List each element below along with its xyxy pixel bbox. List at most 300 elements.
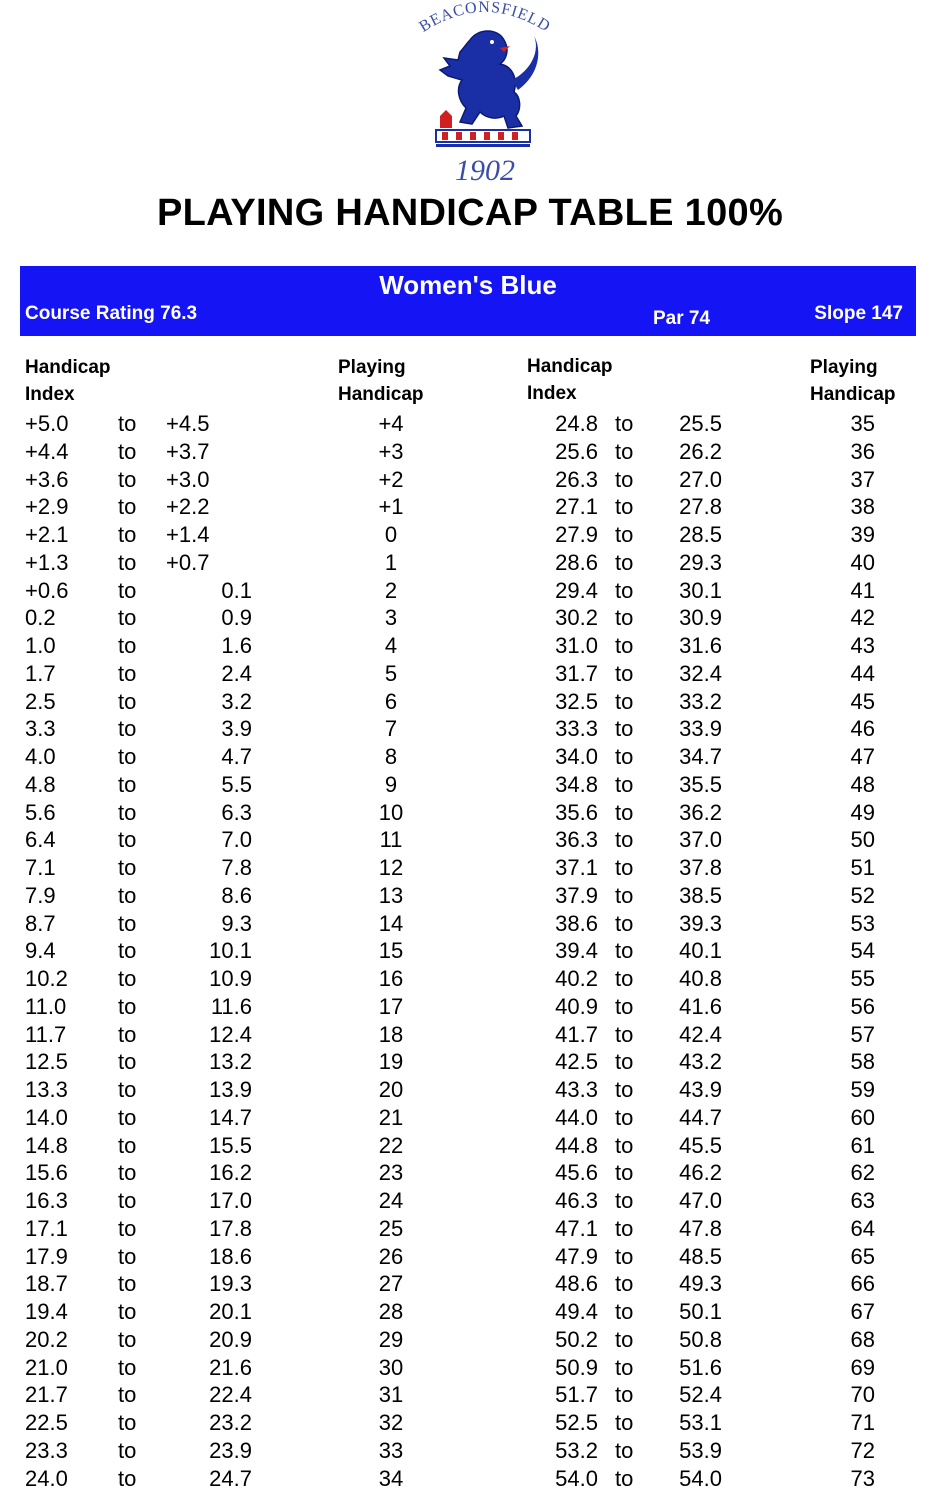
right-playing-handicap: 55 (820, 965, 875, 993)
left-to-label: to (118, 1465, 136, 1492)
right-to-label: to (615, 715, 633, 743)
left-to-label: to (118, 1270, 136, 1298)
right-playing-handicap: 38 (820, 493, 875, 521)
right-index-low: 27.1 (530, 493, 598, 521)
left-playing-handicap: 15 (360, 937, 422, 965)
left-index-high: 13.2 (160, 1048, 252, 1076)
left-index-high: +3.0 (166, 466, 209, 494)
left-playing-handicap: 2 (360, 577, 422, 605)
left-index-low: 24.0 (25, 1465, 68, 1492)
left-playing-handicap: 34 (360, 1465, 422, 1492)
right-playing-handicap: 71 (820, 1409, 875, 1437)
right-playing-handicap: 70 (820, 1381, 875, 1409)
right-index-low: 40.2 (530, 965, 598, 993)
table-row (0, 1021, 940, 1049)
right-to-label: to (615, 1465, 633, 1492)
right-index-high: 38.5 (660, 882, 722, 910)
right-playing-handicap: 48 (820, 771, 875, 799)
left-index-low: +5.0 (25, 410, 68, 438)
left-to-label: to (118, 521, 136, 549)
left-index-high: 14.7 (160, 1104, 252, 1132)
left-to-label: to (118, 1104, 136, 1132)
right-index-low: 50.9 (530, 1354, 598, 1382)
right-playing-handicap: 47 (820, 743, 875, 771)
club-crest-logo (400, 0, 570, 190)
right-index-low: 45.6 (530, 1159, 598, 1187)
table-row (0, 521, 940, 549)
right-index-high: 37.0 (660, 826, 722, 854)
left-playing-handicap: 8 (360, 743, 422, 771)
left-playing-handicap: 30 (360, 1354, 422, 1382)
right-to-label: to (615, 1104, 633, 1132)
right-index-low: 44.0 (530, 1104, 598, 1132)
left-index-low: 18.7 (25, 1270, 68, 1298)
course-rating: Course Rating 76.3 (25, 303, 197, 325)
table-row (0, 1104, 940, 1132)
left-to-label: to (118, 632, 136, 660)
right-index-high: 42.4 (660, 1021, 722, 1049)
right-index-low: 37.1 (530, 854, 598, 882)
right-index-low: 32.5 (530, 688, 598, 716)
right-playing-handicap: 54 (820, 937, 875, 965)
left-playing-handicap: 24 (360, 1187, 422, 1215)
right-index-low: 39.4 (530, 937, 598, 965)
left-index-low: 21.0 (25, 1354, 68, 1382)
left-index-high: 10.1 (160, 937, 252, 965)
right-index-low: 43.3 (530, 1076, 598, 1104)
left-playing-handicap: 29 (360, 1326, 422, 1354)
left-to-label: to (118, 743, 136, 771)
right-playing-handicap: 51 (820, 854, 875, 882)
right-to-label: to (615, 1215, 633, 1243)
left-index-low: 11.0 (25, 993, 66, 1021)
left-playing-handicap: 3 (360, 604, 422, 632)
table-row (0, 771, 940, 799)
right-to-label: to (615, 910, 633, 938)
table-row (0, 965, 940, 993)
right-playing-handicap: 43 (820, 632, 875, 660)
right-to-label: to (615, 771, 633, 799)
left-index-high: 8.6 (160, 882, 252, 910)
right-playing-handicap: 39 (820, 521, 875, 549)
right-index-low: 29.4 (530, 577, 598, 605)
right-index-high: 46.2 (660, 1159, 722, 1187)
right-index-low: 40.9 (530, 993, 598, 1021)
right-to-label: to (615, 577, 633, 605)
left-playing-handicap: 27 (360, 1270, 422, 1298)
right-playing-handicap: 41 (820, 577, 875, 605)
right-playing-handicap: 49 (820, 799, 875, 827)
right-playing-handicap: 40 (820, 549, 875, 577)
left-to-label: to (118, 882, 136, 910)
right-to-label: to (615, 1187, 633, 1215)
right-index-high: 54.0 (660, 1465, 722, 1492)
right-index-high: 51.6 (660, 1354, 722, 1382)
left-index-low: 16.3 (25, 1187, 68, 1215)
right-playing-handicap: 35 (820, 410, 875, 438)
left-index-low: 14.8 (25, 1132, 68, 1160)
left-index-high: 0.9 (160, 604, 252, 632)
right-index-low: 25.6 (530, 438, 598, 466)
left-to-label: to (118, 1409, 136, 1437)
left-index-high: 1.6 (160, 632, 252, 660)
right-to-label: to (615, 799, 633, 827)
left-index-low: 1.7 (25, 660, 56, 688)
right-index-high: 33.2 (660, 688, 722, 716)
right-to-label: to (615, 1381, 633, 1409)
left-playing-handicap: 6 (360, 688, 422, 716)
left-index-high: +0.7 (166, 549, 209, 577)
right-playing-handicap: 73 (820, 1465, 875, 1492)
left-to-label: to (118, 1381, 136, 1409)
table-row (0, 1048, 940, 1076)
right-to-label: to (615, 521, 633, 549)
right-index-high: 32.4 (660, 660, 722, 688)
table-row (0, 1437, 940, 1465)
right-playing-handicap: 42 (820, 604, 875, 632)
right-playing-handicap: 52 (820, 882, 875, 910)
right-index-low: 30.2 (530, 604, 598, 632)
right-index-low: 44.8 (530, 1132, 598, 1160)
left-index-low: 17.9 (25, 1243, 68, 1271)
table-row (0, 688, 940, 716)
right-index-low: 34.0 (530, 743, 598, 771)
table-row (0, 1187, 940, 1215)
left-playing-handicap: +3 (360, 438, 422, 466)
right-to-label: to (615, 965, 633, 993)
left-index-low: 15.6 (25, 1159, 68, 1187)
right-index-high: 39.3 (660, 910, 722, 938)
right-index-high: 43.2 (660, 1048, 722, 1076)
left-playing-handicap: +2 (360, 466, 422, 494)
left-index-low: +2.1 (25, 521, 68, 549)
left-index-low: 3.3 (25, 715, 56, 743)
right-index-high: 49.3 (660, 1270, 722, 1298)
left-to-label: to (118, 1243, 136, 1271)
right-index-high: 30.9 (660, 604, 722, 632)
left-index-low: 7.1 (25, 854, 56, 882)
left-to-label: to (118, 1048, 136, 1076)
left-index-high: +1.4 (166, 521, 209, 549)
table-row (0, 549, 940, 577)
right-playing-handicap: 53 (820, 910, 875, 938)
left-playing-handicap: 16 (360, 965, 422, 993)
table-row (0, 910, 940, 938)
left-playing-handicap: 14 (360, 910, 422, 938)
right-playing-handicap: 65 (820, 1243, 875, 1271)
left-index-low: 22.5 (25, 1409, 68, 1437)
left-index-high: 10.9 (160, 965, 252, 993)
left-to-label: to (118, 993, 136, 1021)
left-index-high: 7.8 (160, 854, 252, 882)
right-index-high: 34.7 (660, 743, 722, 771)
right-to-label: to (615, 466, 633, 494)
left-index-low: 21.7 (25, 1381, 68, 1409)
table-row (0, 604, 940, 632)
right-index-low: 52.5 (530, 1409, 598, 1437)
right-to-label: to (615, 743, 633, 771)
table-row (0, 1215, 940, 1243)
left-index-high: 13.9 (160, 1076, 252, 1104)
right-index-high: 40.1 (660, 937, 722, 965)
table-row (0, 1326, 940, 1354)
crest-year: 1902 (455, 154, 515, 187)
table-row (0, 1243, 940, 1271)
left-index-low: 13.3 (25, 1076, 68, 1104)
right-playing-handicap: 63 (820, 1187, 875, 1215)
left-index-low: 7.9 (25, 882, 56, 910)
right-to-label: to (615, 1132, 633, 1160)
right-playing-handicap: 58 (820, 1048, 875, 1076)
table-row (0, 826, 940, 854)
left-playing-handicap: 25 (360, 1215, 422, 1243)
left-index-high: 23.9 (160, 1437, 252, 1465)
right-index-high: 48.5 (660, 1243, 722, 1271)
right-to-label: to (615, 1326, 633, 1354)
left-playing-handicap: 18 (360, 1021, 422, 1049)
left-playing-handicap: +1 (360, 493, 422, 521)
left-index-low: 4.0 (25, 743, 56, 771)
right-index-low: 51.7 (530, 1381, 598, 1409)
left-index-high: 15.5 (160, 1132, 252, 1160)
right-to-label: to (615, 1021, 633, 1049)
right-index-high: 53.1 (660, 1409, 722, 1437)
right-to-label: to (615, 882, 633, 910)
left-index-high: +3.7 (166, 438, 209, 466)
right-to-label: to (615, 826, 633, 854)
left-index-high: 0.1 (160, 577, 252, 605)
right-playing-handicap: 44 (820, 660, 875, 688)
left-index-low: 11.7 (25, 1021, 66, 1049)
right-index-high: 52.4 (660, 1381, 722, 1409)
right-index-low: 35.6 (530, 799, 598, 827)
left-index-high: 17.0 (160, 1187, 252, 1215)
table-row (0, 993, 940, 1021)
table-row (0, 577, 940, 605)
left-playing-handicap: 4 (360, 632, 422, 660)
left-to-label: to (118, 965, 136, 993)
right-index-high: 27.8 (660, 493, 722, 521)
table-row (0, 466, 940, 494)
right-to-label: to (615, 549, 633, 577)
left-to-label: to (118, 854, 136, 882)
right-playing-handicap: 69 (820, 1354, 875, 1382)
right-index-high: 25.5 (660, 410, 722, 438)
left-playing-handicap: 0 (360, 521, 422, 549)
course-par: Par 74 (653, 308, 710, 330)
left-index-low: 10.2 (25, 965, 68, 993)
left-index-low: 8.7 (25, 910, 56, 938)
left-index-high: 19.3 (160, 1270, 252, 1298)
table-row (0, 438, 940, 466)
left-to-label: to (118, 493, 136, 521)
table-row (0, 1270, 940, 1298)
left-index-low: 19.4 (25, 1298, 68, 1326)
header-left-index: Handicap Index (25, 354, 111, 408)
left-playing-handicap: +4 (360, 410, 422, 438)
left-index-high: 22.4 (160, 1381, 252, 1409)
table-row (0, 1354, 940, 1382)
right-to-label: to (615, 937, 633, 965)
left-to-label: to (118, 688, 136, 716)
left-to-label: to (118, 1187, 136, 1215)
left-to-label: to (118, 577, 136, 605)
right-playing-handicap: 57 (820, 1021, 875, 1049)
page-title: PLAYING HANDICAP TABLE 100% (0, 192, 940, 235)
right-to-label: to (615, 1159, 633, 1187)
table-row (0, 743, 940, 771)
left-index-high: 23.2 (160, 1409, 252, 1437)
left-index-low: 23.3 (25, 1437, 68, 1465)
right-playing-handicap: 60 (820, 1104, 875, 1132)
tee-banner (20, 266, 916, 336)
left-playing-handicap: 28 (360, 1298, 422, 1326)
table-row (0, 937, 940, 965)
left-playing-handicap: 17 (360, 993, 422, 1021)
right-index-high: 30.1 (660, 577, 722, 605)
right-playing-handicap: 64 (820, 1215, 875, 1243)
header-left-playing: Playing Handicap (338, 354, 424, 408)
left-to-label: to (118, 438, 136, 466)
left-index-low: +4.4 (25, 438, 68, 466)
left-playing-handicap: 7 (360, 715, 422, 743)
left-to-label: to (118, 466, 136, 494)
right-playing-handicap: 62 (820, 1159, 875, 1187)
left-to-label: to (118, 1215, 136, 1243)
left-index-high: 3.2 (160, 688, 252, 716)
left-index-high: +2.2 (166, 493, 209, 521)
left-index-low: 4.8 (25, 771, 56, 799)
right-index-high: 41.6 (660, 993, 722, 1021)
right-index-high: 47.0 (660, 1187, 722, 1215)
left-index-low: 14.0 (25, 1104, 68, 1132)
left-index-high: 7.0 (160, 826, 252, 854)
right-to-label: to (615, 1354, 633, 1382)
table-row (0, 799, 940, 827)
left-playing-handicap: 23 (360, 1159, 422, 1187)
left-to-label: to (118, 660, 136, 688)
table-row (0, 493, 940, 521)
right-to-label: to (615, 493, 633, 521)
left-index-low: +2.9 (25, 493, 68, 521)
left-index-high: 5.5 (160, 771, 252, 799)
right-to-label: to (615, 410, 633, 438)
left-index-low: 9.4 (25, 937, 56, 965)
left-playing-handicap: 26 (360, 1243, 422, 1271)
left-index-low: 2.5 (25, 688, 56, 716)
left-to-label: to (118, 937, 136, 965)
right-index-low: 50.2 (530, 1326, 598, 1354)
table-row (0, 1159, 940, 1187)
right-to-label: to (615, 993, 633, 1021)
left-to-label: to (118, 604, 136, 632)
right-playing-handicap: 66 (820, 1270, 875, 1298)
crest-arc-text: BEACONSFIELD (416, 0, 553, 36)
left-index-high: 11.6 (160, 993, 252, 1021)
right-playing-handicap: 46 (820, 715, 875, 743)
right-index-low: 27.9 (530, 521, 598, 549)
right-to-label: to (615, 1298, 633, 1326)
left-index-high: 9.3 (160, 910, 252, 938)
tee-name: Women's Blue (20, 270, 916, 301)
left-index-high: 4.7 (160, 743, 252, 771)
left-playing-handicap: 13 (360, 882, 422, 910)
left-to-label: to (118, 1326, 136, 1354)
lion-crest-icon (400, 0, 570, 190)
left-index-high: 2.4 (160, 660, 252, 688)
right-index-high: 28.5 (660, 521, 722, 549)
left-playing-handicap: 19 (360, 1048, 422, 1076)
right-to-label: to (615, 688, 633, 716)
right-index-high: 53.9 (660, 1437, 722, 1465)
right-playing-handicap: 36 (820, 438, 875, 466)
table-row (0, 1409, 940, 1437)
table-row (0, 660, 940, 688)
left-index-high: 21.6 (160, 1354, 252, 1382)
left-to-label: to (118, 910, 136, 938)
right-to-label: to (615, 632, 633, 660)
left-to-label: to (118, 1132, 136, 1160)
left-index-low: 17.1 (25, 1215, 68, 1243)
right-index-low: 41.7 (530, 1021, 598, 1049)
right-index-high: 26.2 (660, 438, 722, 466)
right-to-label: to (615, 438, 633, 466)
right-to-label: to (615, 1409, 633, 1437)
table-row (0, 632, 940, 660)
right-index-low: 54.0 (530, 1465, 598, 1492)
right-index-low: 31.0 (530, 632, 598, 660)
left-index-high: 20.1 (160, 1298, 252, 1326)
table-row (0, 1076, 940, 1104)
right-index-high: 50.1 (660, 1298, 722, 1326)
table-row (0, 1465, 940, 1492)
left-to-label: to (118, 1159, 136, 1187)
left-index-high: 20.9 (160, 1326, 252, 1354)
left-index-low: +1.3 (25, 549, 68, 577)
svg-text:BEACONSFIELD (416, 0, 553, 36)
left-to-label: to (118, 826, 136, 854)
right-index-high: 47.8 (660, 1215, 722, 1243)
left-index-high: +4.5 (166, 410, 209, 438)
left-playing-handicap: 22 (360, 1132, 422, 1160)
right-index-low: 26.3 (530, 466, 598, 494)
right-index-low: 31.7 (530, 660, 598, 688)
right-index-low: 49.4 (530, 1298, 598, 1326)
left-index-low: 12.5 (25, 1048, 68, 1076)
right-to-label: to (615, 1076, 633, 1104)
left-index-low: 20.2 (25, 1326, 68, 1354)
right-index-low: 53.2 (530, 1437, 598, 1465)
right-index-low: 38.6 (530, 910, 598, 938)
right-index-low: 36.3 (530, 826, 598, 854)
table-row (0, 1381, 940, 1409)
right-to-label: to (615, 1048, 633, 1076)
right-playing-handicap: 50 (820, 826, 875, 854)
right-index-high: 43.9 (660, 1076, 722, 1104)
right-index-low: 42.5 (530, 1048, 598, 1076)
table-row (0, 1298, 940, 1326)
right-index-low: 24.8 (530, 410, 598, 438)
table-row (0, 854, 940, 882)
right-index-high: 27.0 (660, 466, 722, 494)
left-to-label: to (118, 549, 136, 577)
right-playing-handicap: 56 (820, 993, 875, 1021)
header-right-index: Handicap Index (527, 353, 613, 407)
left-playing-handicap: 32 (360, 1409, 422, 1437)
right-playing-handicap: 37 (820, 466, 875, 494)
left-index-high: 24.7 (160, 1465, 252, 1492)
left-playing-handicap: 5 (360, 660, 422, 688)
